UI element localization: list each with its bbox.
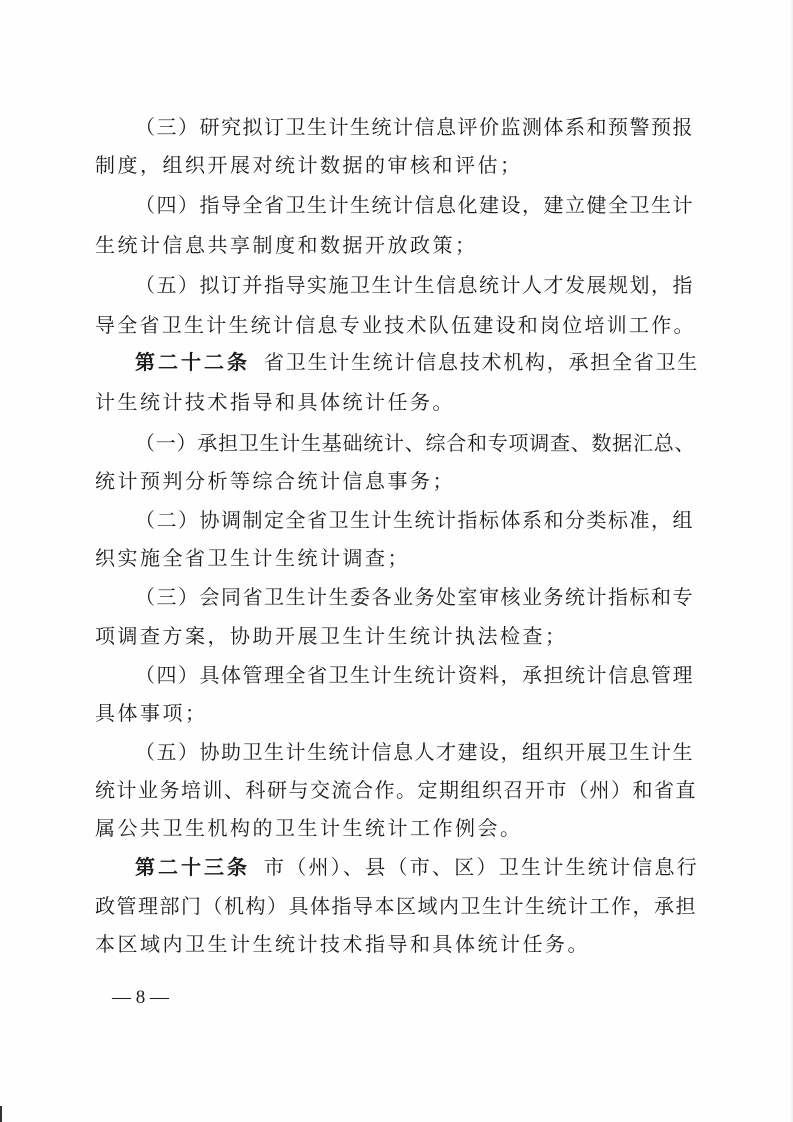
text-line: （四）指导全省卫生计生统计信息化建设，建立健全卫生计 [135,193,694,217]
text-line: 生统计信息共享制度和数据开放政策； [95,233,478,257]
text-line: 统计业务培训、科研与交流合作。定期组织召开市（州）和省直 [95,778,697,802]
text-line: （五）拟订并指导实施卫生计生信息统计人才发展规划，指 [135,273,694,297]
text-line: 导全省卫生计生统计信息专业技术队伍建设和岗位培训工作。 [95,313,696,337]
text-line: 织实施全省卫生计生统计调查； [95,546,410,570]
text-line: （四）具体管理全省卫生计生统计资料，承担统计信息管理 [135,663,694,687]
text-line: 具体事项； [95,701,208,725]
text-line: 项调查方案，协助开展卫生计生统计执法检查； [95,624,568,648]
text-line: （三）研究拟订卫生计生统计信息评价监测体系和预警预报 [135,115,694,139]
article-22-first-line [135,350,699,374]
text-line: 政管理部门（机构）具体指导本区域内卫生计生统计工作，承担 [95,894,697,918]
article-23-first-line [135,855,699,879]
text-line: （二）协调制定全省卫生计生统计指标体系和分类标准，组 [135,508,694,532]
text-line: 制度，组织开展对统计数据的审核和评估； [95,153,523,177]
text-line: （五）协助卫生计生统计信息人才建设，组织开展卫生计生 [135,740,694,764]
text-line: 本区域内卫生计生统计技术指导和具体统计任务。 [95,932,590,956]
article-22-text: 省卫生计生统计信息技术机构，承担全省卫生 [264,350,699,374]
article-22-title: 第二十二条 [135,350,250,374]
text-line: 计生统计技术指导和具体统计任务。 [95,390,455,414]
text-line: （一）承担卫生计生基础统计、综合和专项调查、数据汇总、 [135,431,696,455]
page-number: — 8 — [112,987,169,1008]
article-23-title: 第二十三条 [135,855,250,879]
text-line: （三）会同省卫生计生委各业务处室审核业务统计指标和专 [135,585,694,609]
scan-corner-mark [0,1106,2,1122]
article-23-text: 市（州）、县（市、区）卫生计生统计信息行 [264,855,699,879]
text-line: 属公共卫生机构的卫生计生统计工作例会。 [95,816,523,840]
text-line: 统计预判分析等综合统计信息事务； [95,469,455,493]
